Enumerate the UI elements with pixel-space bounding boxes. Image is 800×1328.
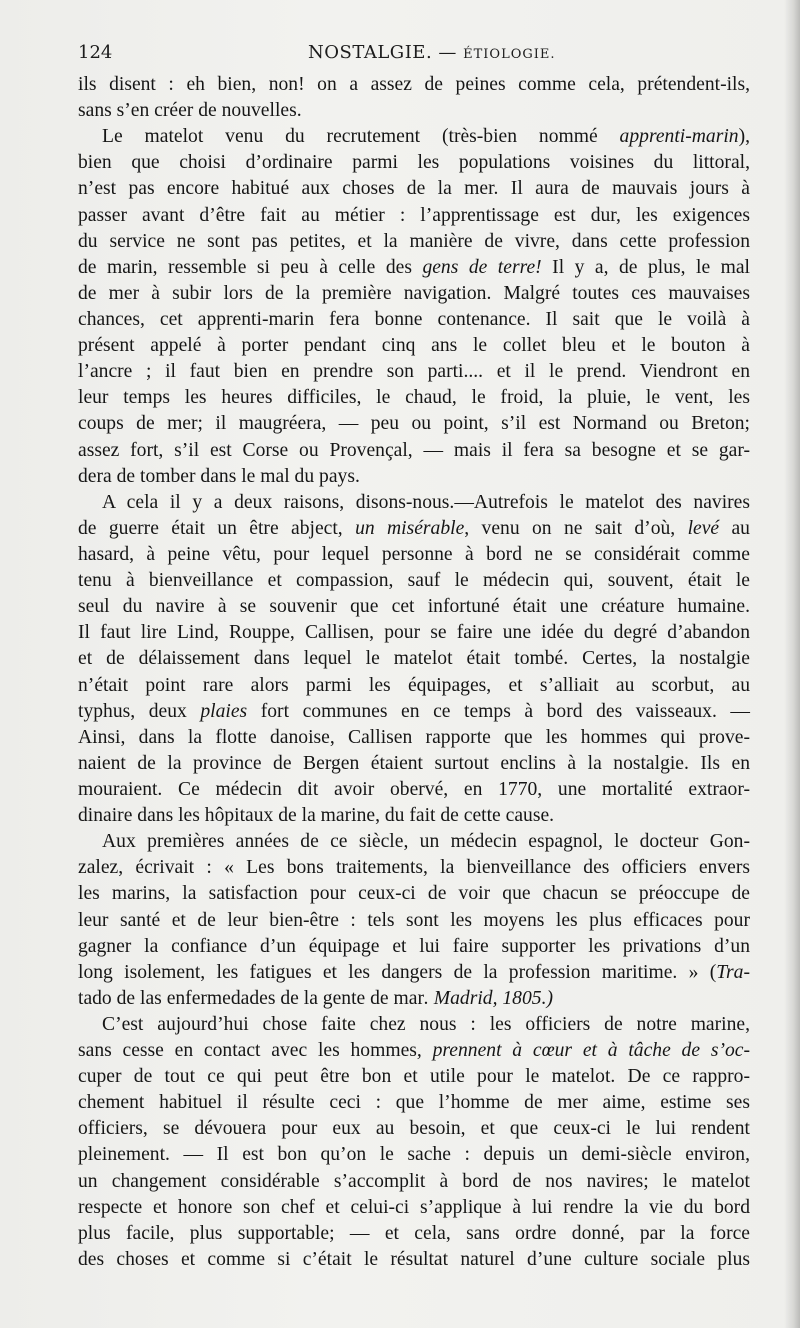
text-line: sans s’en créer de nouvelles. [78, 100, 302, 122]
text-line: chances, cet apprenti-marin fera bonne contenance. Il sait que le voilà à [78, 308, 750, 330]
text-line: leur temps les heures difficiles, le chaud, le froid, la pluie, le vent, les [78, 387, 750, 409]
text-line: de mer à subir lors de la première navigation. Malgré toutes ces mauvaises [78, 282, 750, 304]
page-number: 124 [78, 42, 113, 63]
italic-text: un misérable [355, 517, 465, 539]
text-run: Il y a, de plus, le mal [541, 256, 751, 278]
text-line: tenu à bienveillance et compassion, sauf le médecin qui, souvent, était le [78, 570, 750, 592]
text-line: des choses et comme si c’était le résultat naturel d’une culture sociale plus [78, 1248, 750, 1270]
text-line: C’est aujourd’hui chose faite chez nous : les officiers de notre marine, [102, 1013, 750, 1035]
text-line: coups de mer; il maugréera, — peu ou point, s’il est Normand ou Breton; [78, 413, 750, 435]
text-line: assez fort, s’il est Corse ou Provençal, — mais il fera sa besogne et se gar- [78, 439, 750, 461]
text-run: sans cesse en contact avec les hommes [78, 1040, 417, 1062]
text-line [78, 960, 750, 986]
running-title-sub: ÉTIOLOGIE. [463, 47, 556, 62]
text-line: un changement considérable s’accomplit à bord de nos navires; le matelot [78, 1170, 750, 1192]
text-line: dinaire dans les hôpitaux de la marine, du fait de cette cause. [78, 805, 555, 827]
text-line: passer avant d’être fait au métier : l’apprentissage est dur, les exigences [78, 204, 750, 226]
italic-text: gens de terre! [422, 256, 542, 278]
text-line: présent appelé à porter pendant cinq ans le collet bleu et le bouton à [78, 335, 750, 357]
italic-text: levé [687, 517, 720, 539]
text-line: n’était point rare alors parmi les équipages, et s’alliait au scorbut, au [78, 674, 750, 696]
text-line: gagner la confiance d’un équipage et lui faire supporter les privations d’un [78, 935, 750, 957]
text-line: Ainsi, dans la flotte danoise, Callisen rapporte que les hommes qui prove- [78, 726, 750, 748]
running-title [308, 42, 556, 63]
text-line: du service ne sont pas petites, et la manière de vivre, dans cette profession [78, 230, 750, 252]
italic-text: Tra- [716, 961, 750, 983]
text-line [78, 516, 750, 542]
text-line: plus facile, plus supportable; — et cela, sans ordre donné, par la force [78, 1222, 750, 1244]
text-line: ils disent : eh bien, non! on a assez de peines comme cela, prétendent-ils, [78, 74, 750, 95]
text-run: , venu on ne sait d’où, [464, 517, 688, 539]
text-line: n’est pas encore habitué aux choses de la mer. Il aura de mauvais jours à [78, 178, 750, 200]
text-run: de guerre était un être abject, [78, 517, 356, 539]
running-head [78, 42, 748, 70]
text-run: typhus, deux [78, 700, 201, 722]
text-line: bien que choisi d’ordinaire parmi les populations voisines du littoral, [78, 152, 750, 174]
text-run: au [719, 517, 750, 539]
page-edge-shadow [784, 0, 800, 1328]
text-line: Il faut lire Lind, Rouppe, Callisen, pour se faire une idée du degré d’abandon [78, 622, 750, 644]
italic-text: apprenti-marin [619, 126, 739, 148]
text-line [78, 699, 750, 725]
text-run: fort communes en ce temps à bord des vaisseaux. — [247, 700, 750, 722]
text-line: zalez, écrivait : « Les bons traitements, la bienveillance des officiers envers [78, 857, 750, 879]
text-line: Aux premières années de ce siècle, un médecin espagnol, le docteur Gon- [102, 831, 750, 853]
text-line [78, 1038, 750, 1064]
text-run: ), [738, 126, 750, 148]
text-line: chement habituel il résulte ceci : que l’homme de mer aime, estime ses [78, 1092, 750, 1114]
text-line: pleinement. — Il est bon qu’on le sache : depuis un demi-siècle environ, [78, 1144, 750, 1166]
text-line: seul du navire à se souvenir que cet infortuné était une créature humaine. [78, 596, 750, 618]
text-line: naient de la province de Bergen étaient surtout enclins à la nostalgie. Ils en [78, 752, 750, 774]
text-line: mouraient. Ce médecin dit avoir obervé, en 1770, une mortalité extraor- [78, 778, 750, 800]
text-line: dera de tomber dans le mal du pays. [78, 465, 360, 487]
italic-text: , prennent à cœur et à tâche de s’oc- [416, 1040, 751, 1062]
text-line [78, 986, 750, 1012]
text-line: et de délaissement dans lequel le matelot était tombé. Certes, la nostalgie [78, 648, 750, 670]
text-line: leur santé et de leur bien-être : tels sont les moyens les plus efficaces pour [78, 909, 750, 931]
italic-text: plaies [200, 700, 248, 722]
text-line [78, 255, 750, 281]
running-title-main: NOSTALGIE. — [308, 42, 464, 63]
text-line: hasard, à peine vêtu, pour lequel personne à bord ne se considérait comme [78, 543, 750, 565]
text-line: officiers, se dévouera pour eux au besoin, et que ceux-ci le lui rendent [78, 1118, 750, 1140]
italic-text: . Madrid, 1805.) [424, 987, 553, 1009]
text-line [78, 124, 750, 150]
text-run: long isolement, les fatigues et les dangers de la profession maritime. » ( [78, 961, 717, 983]
text-line: respecte et honore son chef et celui-ci s’applique à lui rendre la vie du bord [78, 1196, 750, 1218]
text-run: de marin, ressemble si peu à celle des [78, 256, 423, 278]
text-line: les marins, la satisfaction pour ceux-ci de voir que chacun se préoccupe de [78, 883, 750, 905]
text-line: A cela il y a deux raisons, disons-nous.—Autrefois le matelot des navires [102, 491, 750, 513]
body-text [78, 72, 750, 1273]
text-run: tado de las enfermedades de la gente de mar [78, 987, 424, 1009]
text-run: Le matelot venu du recrutement (très-bien nommé [102, 126, 620, 148]
text-line: cuper de tout ce qui peut être bon et utile pour le matelot. De ce rappro- [78, 1066, 750, 1088]
text-line: l’ancre ; il faut bien en prendre son parti.... et il le prend. Viendront en [78, 361, 750, 383]
